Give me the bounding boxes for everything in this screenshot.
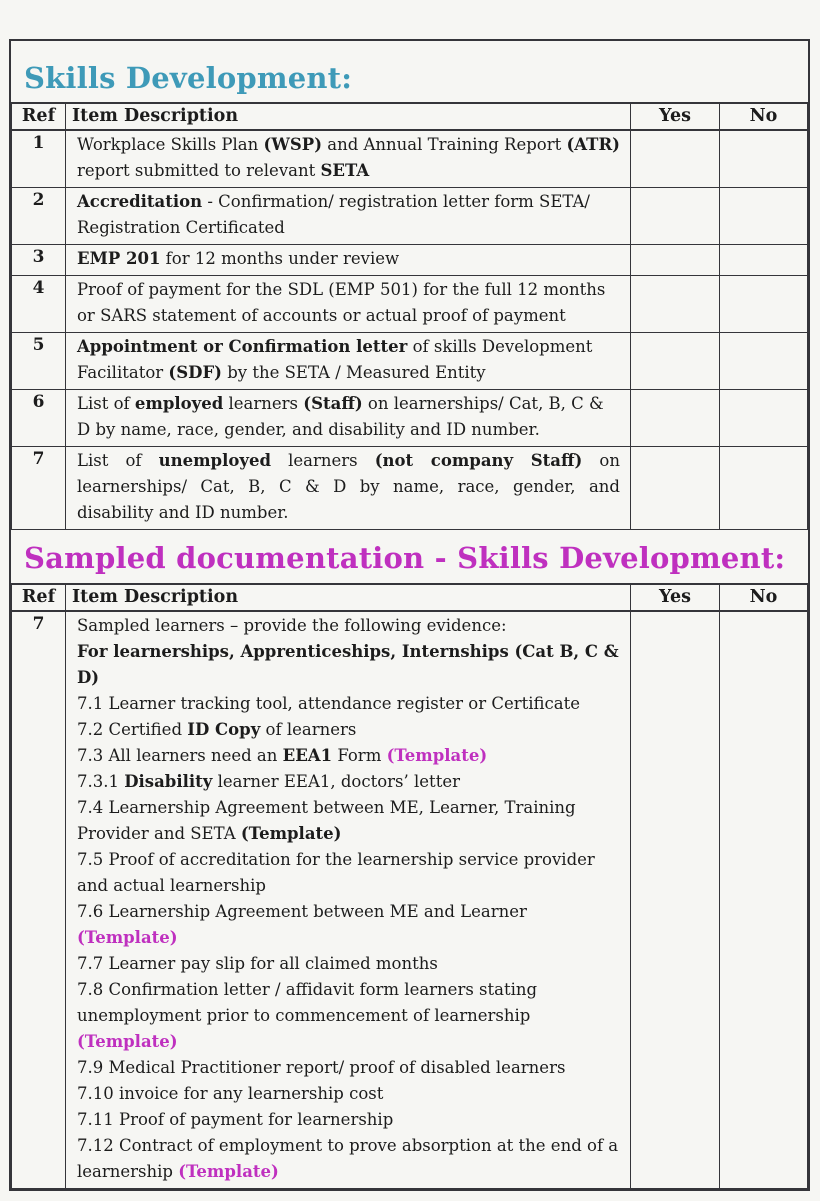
- description-line: [77, 691, 620, 717]
- header-no: No: [720, 584, 808, 611]
- description-text: 7.12 Contract of employment to prove absorption at the end of a learnership: [77, 1136, 619, 1181]
- description-text: on learnerships/ Cat, B, C & D by name, race, gender, and disability and ID number.: [77, 394, 604, 439]
- no-answer-cell[interactable]: [720, 130, 808, 188]
- description-text: 7.1 Learner tracking tool, attendance register or Certificate: [77, 694, 581, 713]
- description-line: [77, 769, 620, 795]
- description-text: Form: [332, 746, 387, 765]
- ref-cell: 1: [12, 130, 66, 188]
- item-description-cell: [66, 276, 631, 333]
- yes-answer-cell[interactable]: [631, 276, 720, 333]
- header-ref: Ref: [12, 584, 66, 611]
- description-text: (Staff): [303, 394, 363, 413]
- description-text: 7.6 Learnership Agreement between ME and Learner: [77, 902, 527, 921]
- section1-title: Skills Development:: [24, 61, 353, 95]
- description-line: [77, 639, 620, 691]
- ref-cell: 3: [12, 245, 66, 276]
- description-line: [77, 1081, 620, 1107]
- description-text: 7.11 Proof of payment for learnership: [77, 1110, 394, 1129]
- description-text: Accreditation: [77, 192, 203, 211]
- no-answer-cell[interactable]: [720, 188, 808, 245]
- description-text: - Confirmation/ registration letter form SETA/ Registration Certificated: [77, 192, 590, 237]
- description-text: report submitted to relevant: [77, 161, 321, 180]
- no-answer-cell[interactable]: [720, 276, 808, 333]
- description-text: of learners: [260, 720, 357, 739]
- section2-title: Sampled documentation - Skills Development:: [24, 541, 786, 575]
- description-text: and Annual Training Report: [322, 135, 567, 154]
- description-line: [77, 951, 620, 977]
- description-text: learners: [223, 394, 304, 413]
- description-line: [77, 1133, 620, 1185]
- yes-answer-cell[interactable]: [631, 333, 720, 390]
- description-text: learners: [271, 451, 375, 470]
- description-line: [77, 1107, 620, 1133]
- template-link-text: (Template): [77, 1032, 178, 1051]
- description-line: [77, 613, 620, 639]
- description-text: For learnerships, Apprenticeships, Internships (Cat B, C & D): [77, 642, 619, 687]
- ref-cell: 5: [12, 333, 66, 390]
- description-text: by the SETA / Measured Entity: [221, 363, 486, 382]
- description-text: (Template): [240, 824, 342, 843]
- item-description-cell: [66, 390, 631, 447]
- table-header-row: [12, 584, 808, 611]
- template-link-text: (Template): [178, 1162, 279, 1181]
- description-line: [77, 717, 620, 743]
- header-yes: Yes: [631, 103, 720, 130]
- description-line: [77, 847, 620, 899]
- description-text: Sampled learners – provide the following evidence:: [77, 616, 507, 635]
- table-row: [12, 130, 808, 188]
- table-row: [12, 276, 808, 333]
- yes-answer-cell[interactable]: [631, 611, 720, 1189]
- table-header-row: [12, 103, 808, 130]
- description-text: (ATR): [566, 135, 620, 154]
- item-description-cell: [66, 447, 631, 530]
- description-text: of skills Development Facilitator: [77, 337, 593, 382]
- yes-answer-cell[interactable]: [631, 245, 720, 276]
- description-text: learner EEA1, doctors’ letter: [212, 772, 460, 791]
- skills-development-table: [11, 102, 808, 530]
- yes-answer-cell[interactable]: [631, 188, 720, 245]
- ref-cell: 2: [12, 188, 66, 245]
- item-description-cell: [66, 611, 631, 1189]
- description-text: Appointment or Confirmation letter: [77, 337, 408, 356]
- description-text: EMP 201: [77, 249, 161, 268]
- no-answer-cell[interactable]: [720, 447, 808, 530]
- table-row: [12, 447, 808, 530]
- header-ref: Ref: [12, 103, 66, 130]
- description-text: (SDF): [168, 363, 222, 382]
- template-link-text: (Template): [77, 928, 178, 947]
- item-description-cell: [66, 188, 631, 245]
- description-text: EEA1: [282, 746, 333, 765]
- document-page: [9, 39, 810, 1191]
- ref-cell: 6: [12, 390, 66, 447]
- no-answer-cell[interactable]: [720, 245, 808, 276]
- header-item-description: Item Description: [66, 584, 631, 611]
- no-answer-cell[interactable]: [720, 390, 808, 447]
- yes-answer-cell[interactable]: [631, 447, 720, 530]
- description-text: Proof of payment for the SDL (EMP 501) for the full 12 months or SARS statement of accounts or actual proof of payment: [77, 280, 606, 325]
- header-yes: Yes: [631, 584, 720, 611]
- description-text: 7.10 invoice for any learnership cost: [77, 1084, 384, 1103]
- table-row: [12, 245, 808, 276]
- item-description-cell: [66, 245, 631, 276]
- no-answer-cell[interactable]: [720, 333, 808, 390]
- ref-cell: 7: [12, 447, 66, 530]
- description-text: for 12 months under review: [160, 249, 400, 268]
- description-text: on learnerships/ Cat, B, C & D by name, race, gender, and disability and ID number.: [77, 451, 620, 522]
- table-row: [12, 611, 808, 1189]
- description-text: ID Copy: [187, 720, 261, 739]
- header-no: No: [720, 103, 808, 130]
- description-text: 7.7 Learner pay slip for all claimed months: [77, 954, 438, 973]
- sampled-documentation-table: [11, 583, 808, 1189]
- description-text: List of: [77, 451, 159, 470]
- yes-answer-cell[interactable]: [631, 390, 720, 447]
- description-text: Workplace Skills Plan: [77, 135, 264, 154]
- description-line: [77, 1055, 620, 1081]
- description-text: 7.4 Learnership Agreement between ME, Learner, Training Provider and SETA: [77, 798, 576, 843]
- description-text: unemployed: [158, 451, 271, 470]
- table-row: [12, 333, 808, 390]
- description-text: employed: [134, 394, 224, 413]
- description-text: Disability: [124, 772, 213, 791]
- description-text: (not company Staff): [374, 451, 583, 470]
- sampled-documentation-table-body: [12, 611, 808, 1189]
- description-text: List of: [77, 394, 135, 413]
- description-line: [77, 977, 620, 1055]
- table-row: [12, 188, 808, 245]
- table-row: [12, 390, 808, 447]
- description-text: 7.8 Confirmation letter / affidavit form learners stating unemployment prior to commencement of learnership: [77, 980, 538, 1025]
- description-text: 7.9 Medical Practitioner report/ proof of disabled learners: [77, 1058, 566, 1077]
- ref-cell: 7: [12, 611, 66, 1189]
- description-text: 7.2 Certified: [77, 720, 188, 739]
- skills-development-table-body: [12, 130, 808, 530]
- description-text: 7.3.1: [77, 772, 125, 791]
- description-text: 7.3 All learners need an: [77, 746, 283, 765]
- description-text: SETA: [320, 161, 370, 180]
- yes-answer-cell[interactable]: [631, 130, 720, 188]
- description-line: [77, 899, 620, 951]
- no-answer-cell[interactable]: [720, 611, 808, 1189]
- item-description-cell: [66, 333, 631, 390]
- header-item-description: Item Description: [66, 103, 631, 130]
- description-line: [77, 743, 620, 769]
- description-text: 7.5 Proof of accreditation for the learnership service provider and actual learnership: [77, 850, 595, 895]
- ref-cell: 4: [12, 276, 66, 333]
- template-link-text: (Template): [386, 746, 488, 765]
- description-line: [77, 795, 620, 847]
- item-description-cell: [66, 130, 631, 188]
- description-text: (WSP): [263, 135, 322, 154]
